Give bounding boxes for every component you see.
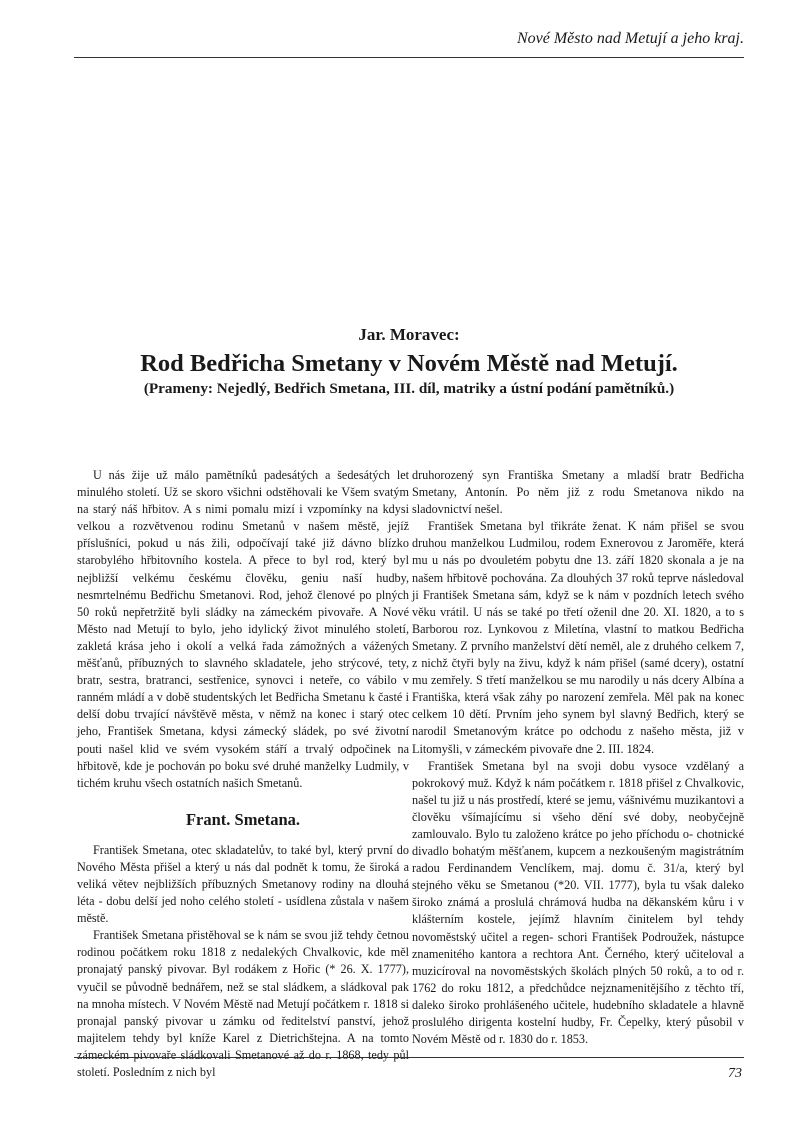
article-title-block xyxy=(74,324,744,398)
paragraph-continued: druhorozený syn Františka Smetany a mladší bratr Bedřicha Smetany, Antonín. Po něm již z rodu Smetanova nikdo na sladovnictví nešel. xyxy=(412,468,744,517)
right-column xyxy=(412,467,744,1048)
paragraph: František Smetana, otec skladatelův, to také byl, který první do Nového Města přišel a který u nás dal podnět k tomu, že široká a veliká větev nejbližších příbuzných Smetanovy rodiny na dlouhá léta - dobu delší jed noho celého století - usídlena zůstala v našem městě. xyxy=(77,842,409,926)
footer-rule xyxy=(74,1057,744,1058)
page-number: 73 xyxy=(728,1066,742,1081)
header-rule xyxy=(74,57,744,58)
paragraph: František Smetana přistěhoval se k nám se svou již tehdy četnou rodinou počátkem roku 1818 z nedalekých Chvalkovic, kde měl pronajatý panský pivovar. Byl rodákem z Hořic (* 26. X. 1777), vyučil se původně bednářem, než se stal sládkem, a sládkoval pak na mnoha místech. V Novém Městě nad Metují počátkem r. 1818 si pronajal panský pivovar u zámku od ředitelství panství, jehož majitelem tehdy byl kníže Karel z Dietrichštejna. A na tomto zámeckém pivovaře sládkovali Smetanové až do r. 1868, tedy půl století. Posledním z nich byl xyxy=(77,928,409,1079)
section-heading: Frant. Smetana. xyxy=(185,809,301,829)
paragraph: U nás žije už málo pamětníků padesátých a šedesátých let minulého století. Už se skoro všichni odstěhovali ke Všem svatým na starý náš hřbitov. A s nimi pomalu mizí i vzpomínky na kdysi velkou a rozvětvenou rodinu Smetanů v našem městě, jejíž příslušníci, pokud u nás žili, odpočívají také již dávno blízko starobylého hřbitovního kostela. A přece to byl rod, který byl nejbližší velkému českému člověku, geniu naší hudby, nesmrtelnému Bedřichu Smetanovi. Rod, jehož členové po plných 50 roků nepřetržitě byli sládky na zámeckém pivovaře. A Nové Město nad Metují to bylo, jeho idylický život minulého století, zakletá krása jeho i okolí a velká řada zámožných a vážených měšťanů, příbuzných to slavného skladatele, jeho strýcové, tety, bratr, sestra, bratranci, sestřenice, synovci i neteře, co vábilo v ranném mládí a v době studentských let Bedřicha Smetanu k časté i delší dobu trvající návštěvě města, v němž na konec i starý otec jeho, František Smetana, kdysi zámecký sládek, po své životní pouti našel klid ve svém vysokém stáří a trvalý odpočinek na hřbitově, kde je pochován po boku své druhé manželky Ludmily, v tichém kruhu všech ostatních našich Smetanů. xyxy=(77,468,409,790)
running-title: Nové Město nad Metují a jeho kraj. xyxy=(516,30,744,47)
article-sources: (Prameny: Nejedlý, Bedřich Smetana, III. díl, matriky a ústní podání pamětníků.) xyxy=(143,380,675,397)
article-author: Jar. Moravec: xyxy=(358,325,460,344)
running-head xyxy=(74,30,744,52)
article-title: Rod Bedřicha Smetany v Novém Městě nad Metují. xyxy=(140,350,678,377)
paragraph: František Smetana byl třikráte ženat. K nám přišel se svou druhou manželkou Ludmilou, rodem Exnerovou z Jaroměře, která mu u nás po dvouletém pobytu dne 13. září 1820 skonala a je na našem hřbitově pochována. Za dlouhých 37 roků teprve následoval ji František Smetana sám, když se k nám v pozdních letech svého věku vrátil. U nás se také po třetí oženil dne 20. XI. 1820, a to s Barborou roz. Lynkovou z Miletína, vlastní to matkou Bedřicha Smetany. Z prvního manželství dětí neměl, ale z druhého celkem 7, z nichž čtyři byly na živu, když k nám přišel (samé dcery), ostatní mu zemřely. S třetí manželkou se mu narodily u nás dcery Albína a Františka, která však záhy po narození zemřela. Měl pak na konec celkem 10 dětí. Prvním jeho synem byl slavný Bedřich, který se narodil Smetanovým krátce po odchodu z našeho města, již v Litomyšli, v zámeckém pivovaře dne 2. III. 1824. xyxy=(412,519,744,756)
left-column xyxy=(77,467,409,1081)
paragraph: František Smetana byl na svoji dobu vysoce vzdělaný a pokrokový muž. Když k nám počátkem r. 1818 přišel z Chvalkovic, našel tu již u nás prostředí, které se jemu, vášnivému muzikantovi a člověku všímajícímu si všeho dění své doby, neobyčejně zamlouvalo. Bylo tu založeno krátce po jeho příchodu o- chotnické divadlo bohatým měšťanem, kupcem a nezkoušeným magistrátním radou Ferdinandem Venclíkem, maj. domu č. 31/a, který byl stejného věku se Smetanou (*20. VII. 1777), byla tu však daleko široko známá a proslulá chrámová hudba na děkanském kůru i v klášterním kostele, jejímž hlavním činitelem byl tehdy novoměstský učitel a regen- schori František Podroužek, nástupce znamenitého kantora a rechtora Ant. Černého, který učiteloval a muzicíroval na novoměstských školách plných 50 roků, a to od r. 1762 do roku 1812, a předchůdce nejznamenitějšího z těchto tří, daleko široko prohlášeného učitele, hudebního skladatele a hlavně proslulého dirigenta kostelní hudby, Fr. Čepelky, který působil v Novém Městě od r. 1830 do r. 1853. xyxy=(412,758,744,1047)
